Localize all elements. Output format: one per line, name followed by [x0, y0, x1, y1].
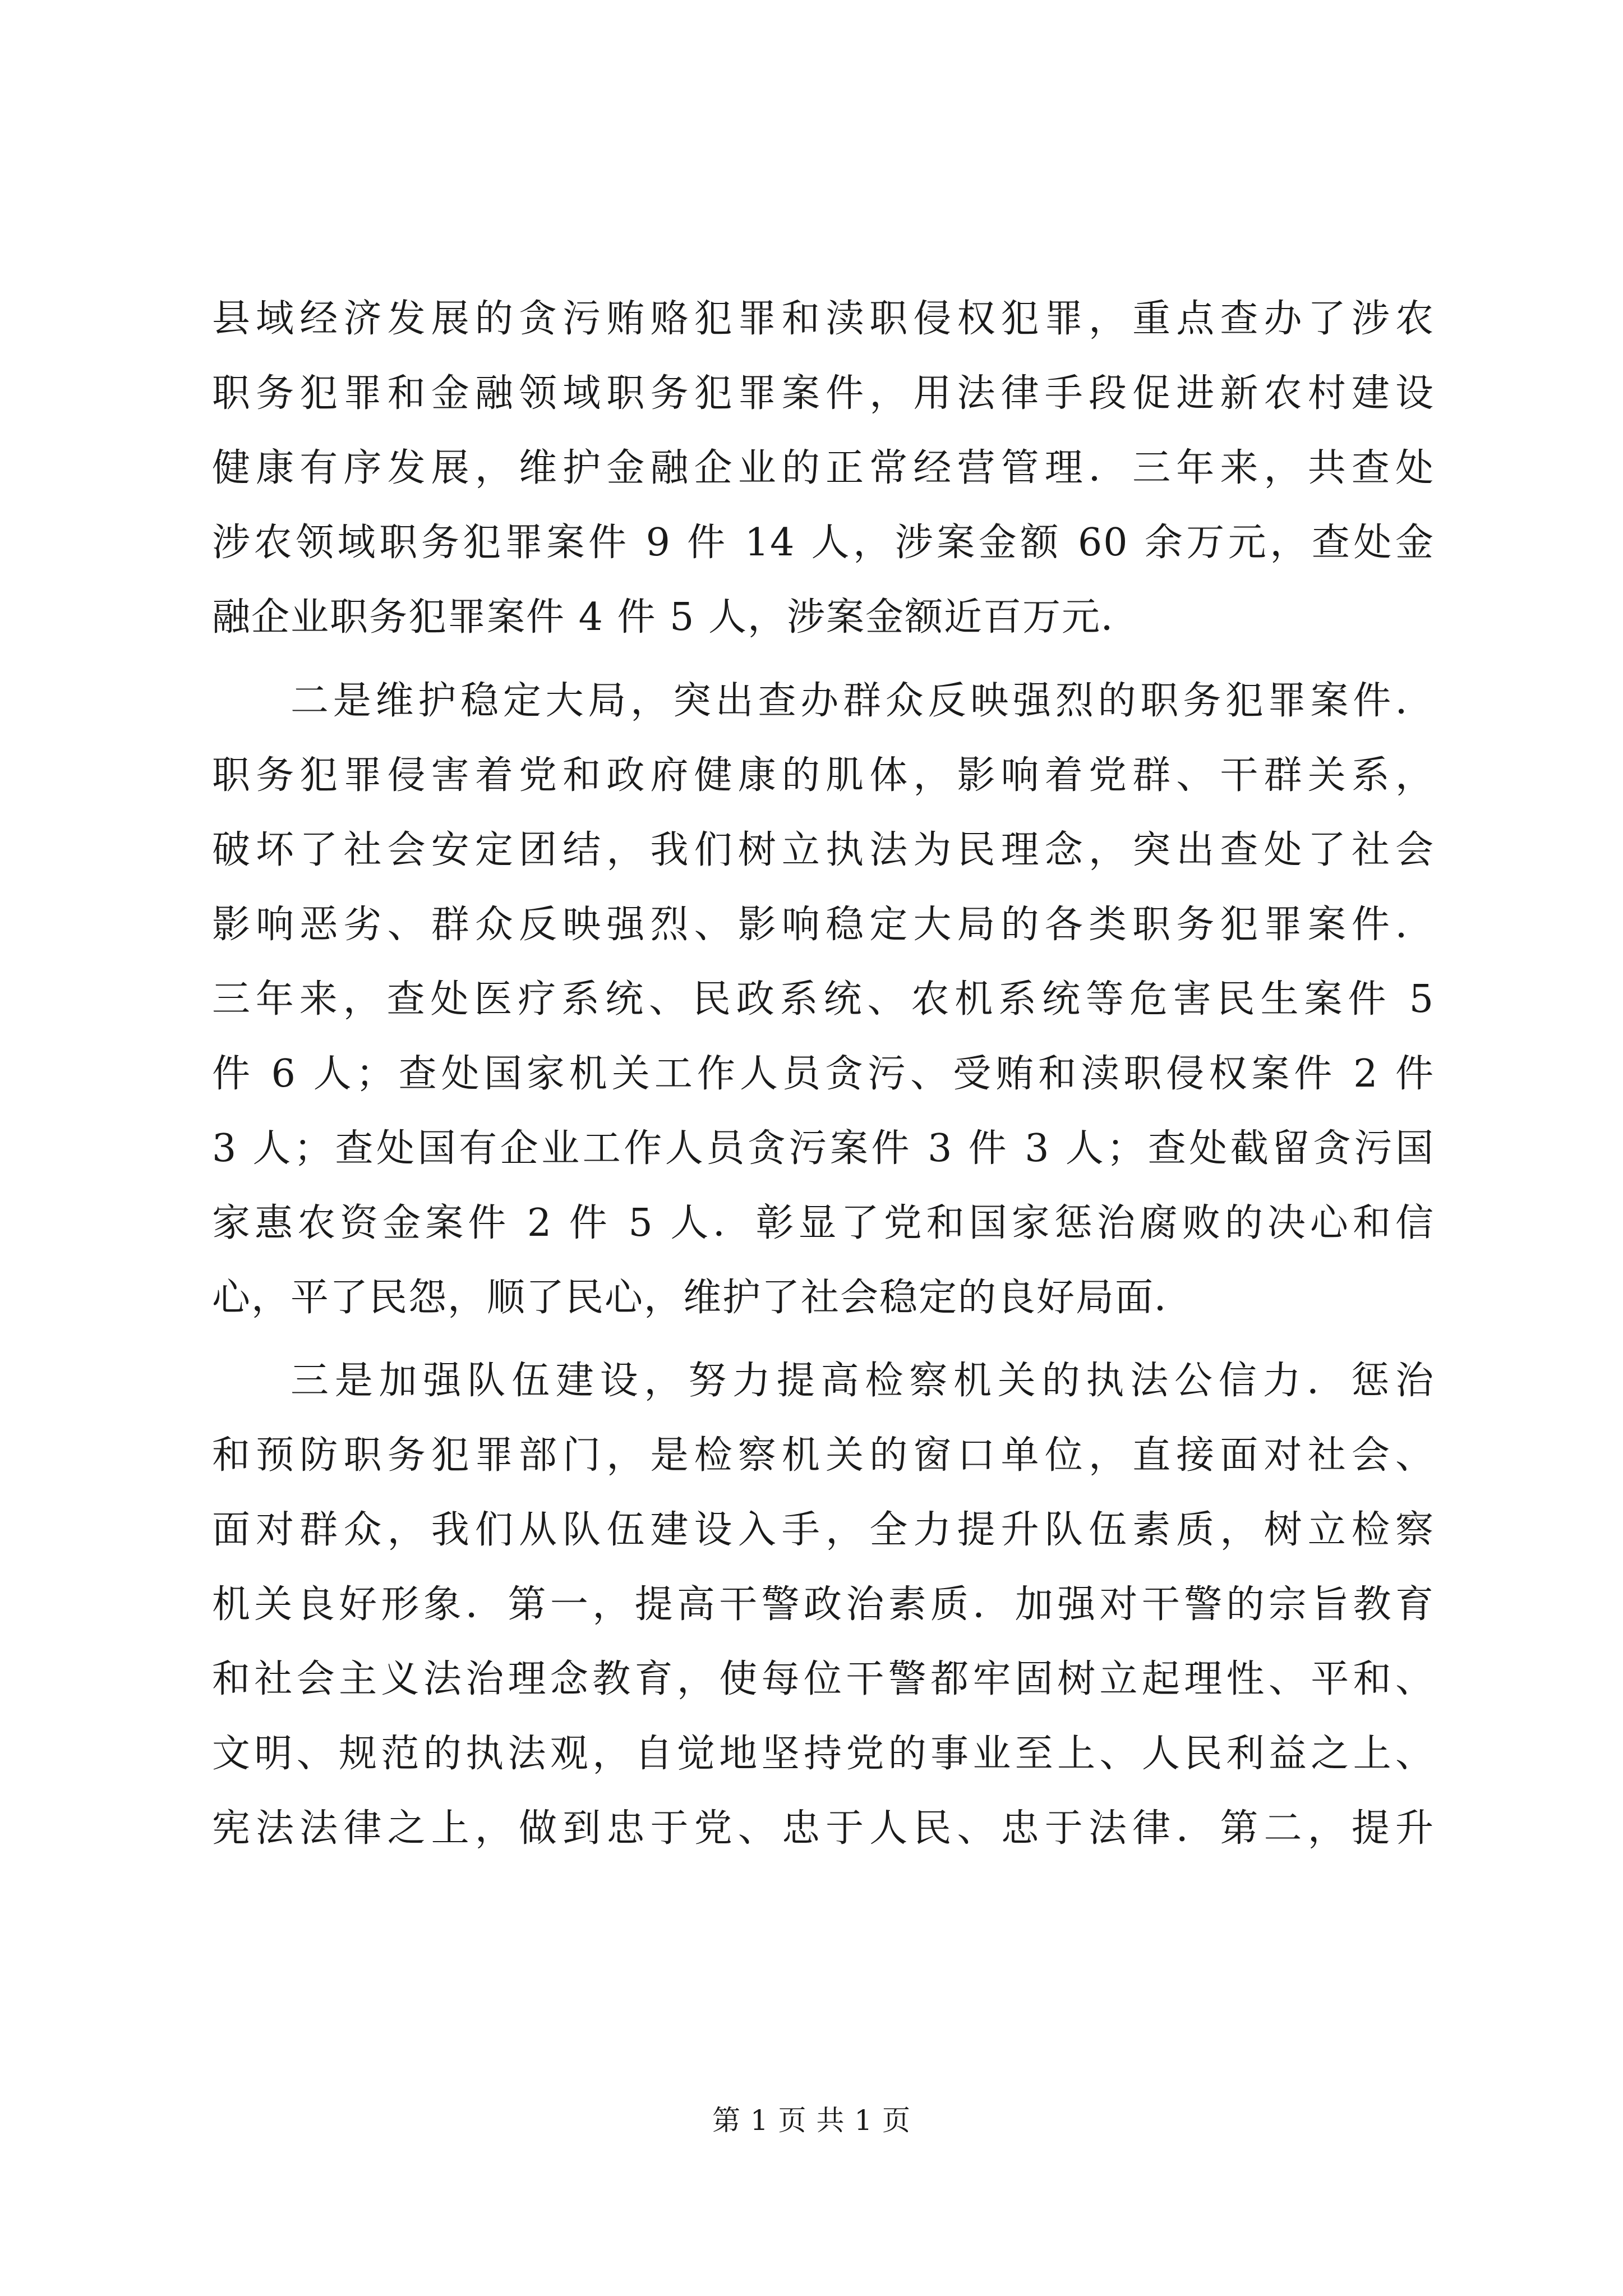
body-line-11: 件 6 人；查处国家机关工作人员贪污、受贿和渎职侵权案件 2 件: [212, 1052, 1435, 1096]
body-line-16: 和预防职务犯罪部门，是检察机关的窗口单位，直接面对社会、: [212, 1433, 1435, 1478]
body-line-7: 职务犯罪侵害着党和政府健康的肌体，影响着党群、干群关系，: [212, 753, 1435, 798]
body-line-13: 家惠农资金案件 2 件 5 人．彰显了党和国家惩治腐败的决心和信: [212, 1201, 1435, 1245]
paragraph-3-first-line: 三是加强队伍建设，努力提高检察机关的执法公信力．惩治: [291, 1359, 1435, 1403]
body-line-3: 健康有序发展，维护金融企业的正常经营管理．三年来，共查处: [212, 446, 1435, 490]
body-line-4: 涉农领域职务犯罪案件 9 件 14 人，涉案金额 60 余万元，查处金: [212, 521, 1435, 565]
body-line-18: 机关良好形象．第一，提高干警政治素质．加强对干警的宗旨教育: [212, 1582, 1435, 1627]
body-line-1: 县域经济发展的贪污贿赂犯罪和渎职侵权犯罪，重点查办了涉农: [212, 297, 1435, 341]
body-line-10: 三年来，查处医疗系统、民政系统、农机系统等危害民生案件 5: [212, 977, 1435, 1022]
page-number-footer: 第 1 页 共 1 页: [712, 2104, 911, 2137]
body-line-5: 融企业职务犯罪案件 4 件 5 人，涉案金额近百万元．: [212, 595, 1140, 639]
body-line-20: 文明、规范的执法观，自觉地坚持党的事业至上、人民利益之上、: [212, 1732, 1435, 1776]
body-line-9: 影响恶劣、群众反映强烈、影响稳定大局的各类职务犯罪案件．: [212, 903, 1435, 947]
body-line-14: 心，平了民怨，顺了民心，维护了社会稳定的良好局面．: [212, 1276, 1194, 1320]
body-line-2: 职务犯罪和金融领域职务犯罪案件，用法律手段促进新农村建设: [212, 371, 1435, 416]
body-line-21: 宪法法律之上，做到忠于党、忠于人民、忠于法律．第二，提升: [212, 1806, 1435, 1851]
body-line-12: 3 人；查处国有企业工作人员贪污案件 3 件 3 人；查处截留贪污国: [212, 1126, 1435, 1171]
body-line-8: 破坏了社会安定团结，我们树立执法为民理念，突出查处了社会: [212, 828, 1435, 872]
paragraph-2-first-line: 二是维护稳定大局，突出查办群众反映强烈的职务犯罪案件．: [291, 679, 1435, 723]
body-line-19: 和社会主义法治理念教育，使每位干警都牢固树立起理性、平和、: [212, 1657, 1435, 1701]
body-line-17: 面对群众，我们从队伍建设入手，全力提升队伍素质，树立检察: [212, 1508, 1435, 1552]
